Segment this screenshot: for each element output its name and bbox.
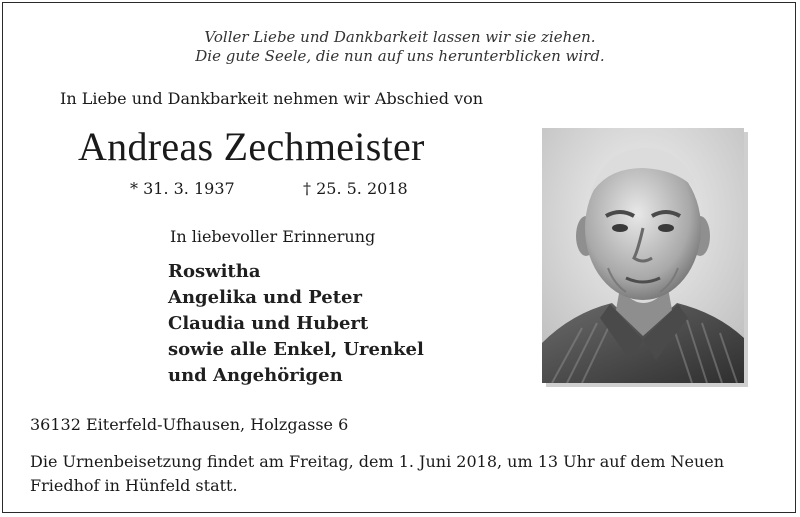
death-date: † 25. 5. 2018 <box>303 179 408 198</box>
deceased-name: Andreas Zechmeister <box>78 124 425 169</box>
mourner-item: Claudia und Hubert <box>168 313 369 334</box>
portrait-illustration <box>542 128 744 383</box>
memory-label: In liebevoller Erinnerung <box>170 227 376 246</box>
motto-line-2: Die gute Seele, die nun auf uns herunterblicken wird. <box>195 47 605 65</box>
mourner-item: Roswitha <box>168 261 261 282</box>
mourner-item: sowie alle Enkel, Urenkel <box>168 339 424 360</box>
birth-date: * 31. 3. 1937 <box>130 179 235 198</box>
mourner-item: Angelika und Peter <box>168 287 362 308</box>
mourner-item: und Angehörigen <box>168 365 343 386</box>
motto-line-1: Voller Liebe und Dankbarkeit lassen wir sie ziehen. <box>204 28 596 46</box>
mourners-list <box>168 259 424 389</box>
funeral-info: Die Urnenbeisetzung findet am Freitag, dem 1. Juni 2018, um 13 Uhr auf dem Neuen Friedhof in Hünfeld statt. <box>30 452 725 495</box>
family-address: 36132 Eiterfeld-Ufhausen, Holzgasse 6 <box>30 415 349 434</box>
intro-text: In Liebe und Dankbarkeit nehmen wir Abschied von <box>60 89 484 108</box>
portrait-photo <box>542 128 744 383</box>
